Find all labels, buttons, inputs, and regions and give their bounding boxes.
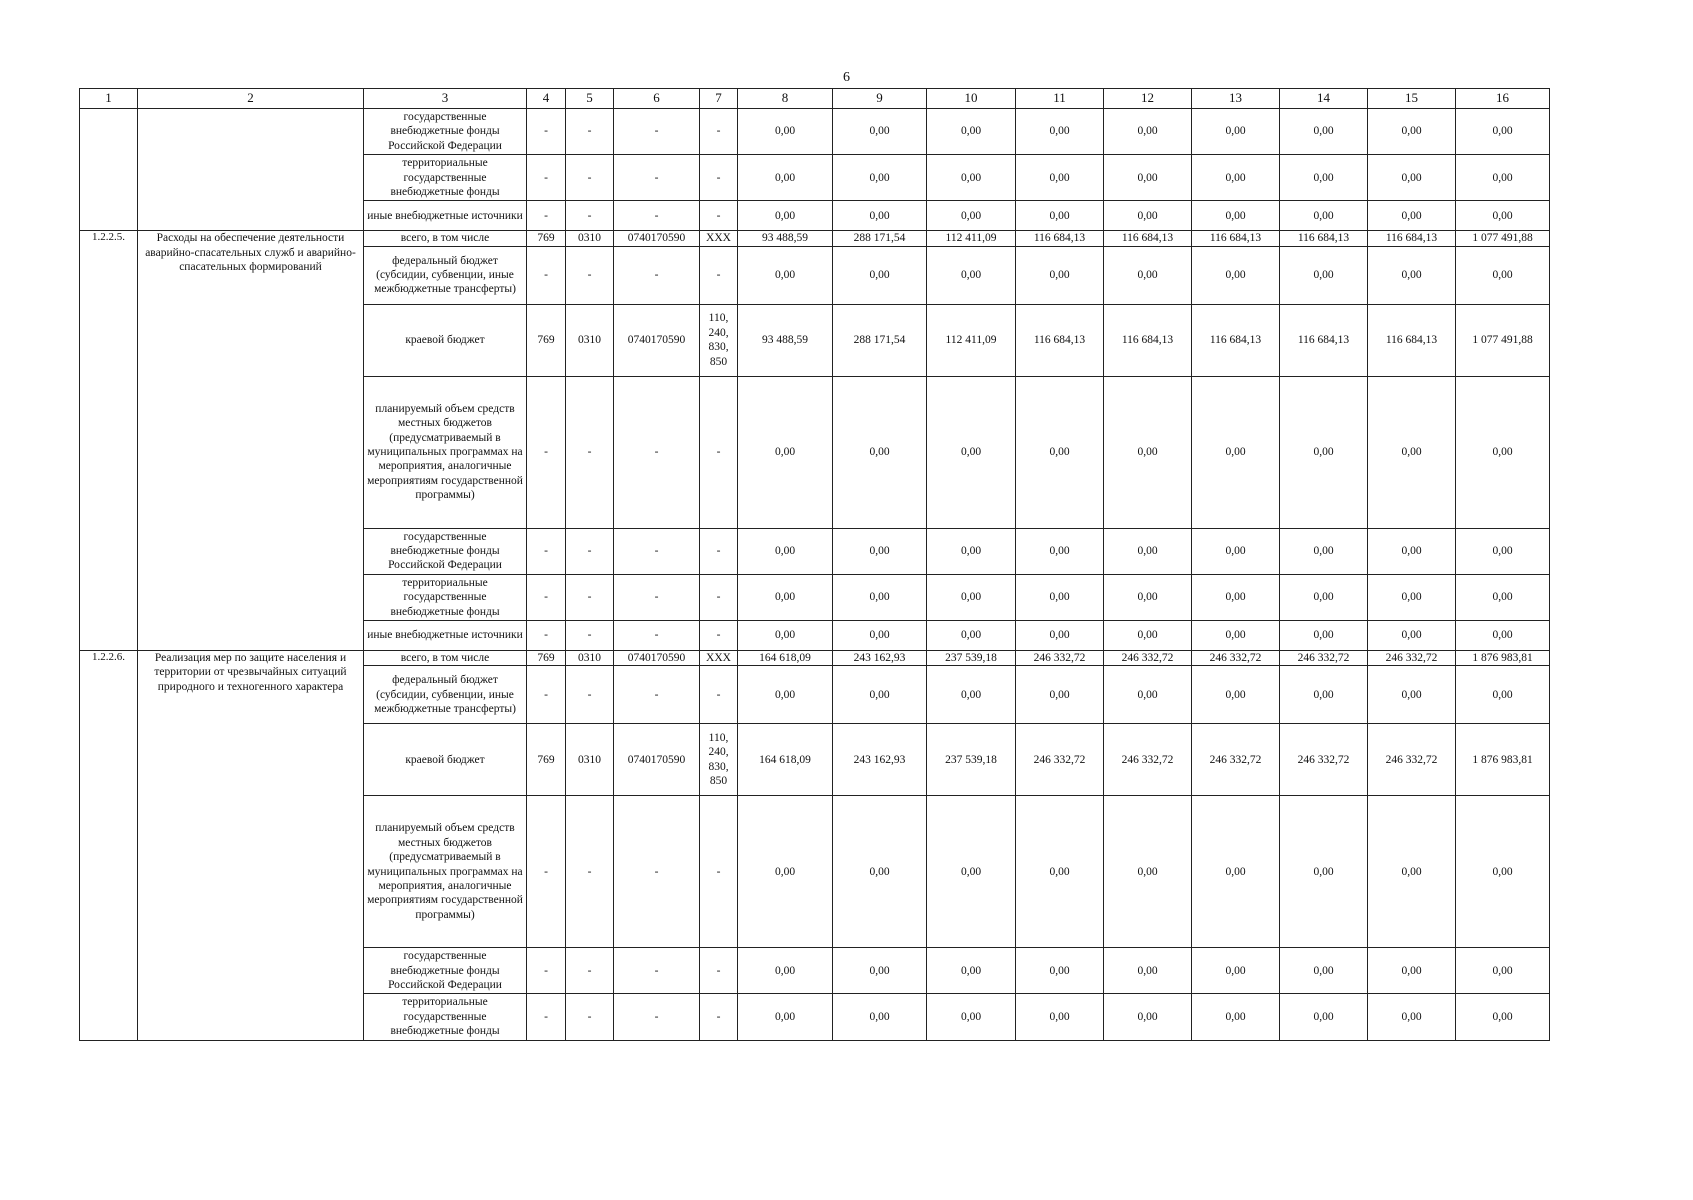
amount-cell: 0,00 <box>1368 994 1456 1040</box>
section-code-cell: - <box>566 109 614 155</box>
col-header: 13 <box>1192 89 1280 109</box>
target-code-cell: 0740170590 <box>614 724 700 796</box>
gr-code-cell: - <box>527 201 566 231</box>
expense-type-cell: - <box>700 620 738 650</box>
funding-source-cell: территориальные государственные внебюджетные фонды <box>364 574 527 620</box>
amount-cell: 0,00 <box>738 528 833 574</box>
amount-cell: 112 411,09 <box>927 304 1016 376</box>
amount-cell: 0,00 <box>1368 948 1456 994</box>
amount-cell: 0,00 <box>1192 528 1280 574</box>
amount-cell: 0,00 <box>927 994 1016 1040</box>
amount-cell: 0,00 <box>1016 994 1104 1040</box>
amount-cell: 0,00 <box>833 155 927 201</box>
amount-cell: 0,00 <box>1456 246 1550 304</box>
amount-cell: 0,00 <box>738 155 833 201</box>
funding-source-cell: краевой бюджет <box>364 304 527 376</box>
funding-source-cell: территориальные государственные внебюджетные фонды <box>364 155 527 201</box>
amount-cell: 0,00 <box>1368 666 1456 724</box>
amount-cell: 0,00 <box>927 376 1016 528</box>
target-code-cell: - <box>614 155 700 201</box>
item-code-cell: 1.2.2.5. <box>80 231 138 651</box>
amount-cell: 164 618,09 <box>738 724 833 796</box>
expense-type-cell: - <box>700 376 738 528</box>
amount-cell: 0,00 <box>1456 796 1550 948</box>
amount-cell: 93 488,59 <box>738 304 833 376</box>
col-header: 3 <box>364 89 527 109</box>
amount-cell: 0,00 <box>1016 528 1104 574</box>
amount-cell: 0,00 <box>1456 155 1550 201</box>
col-header: 6 <box>614 89 700 109</box>
amount-cell: 0,00 <box>1016 155 1104 201</box>
amount-cell: 0,00 <box>833 620 927 650</box>
amount-cell: 0,00 <box>1104 376 1192 528</box>
section-code-cell: 0310 <box>566 724 614 796</box>
amount-cell: 116 684,13 <box>1368 304 1456 376</box>
gr-code-cell: 769 <box>527 304 566 376</box>
amount-cell: 93 488,59 <box>738 231 833 246</box>
gr-code-cell: 769 <box>527 231 566 246</box>
section-code-cell: - <box>566 246 614 304</box>
gr-code-cell: - <box>527 620 566 650</box>
expense-type-cell: - <box>700 109 738 155</box>
amount-cell: 0,00 <box>738 246 833 304</box>
target-code-cell: - <box>614 620 700 650</box>
funding-source-cell: всего, в том числе <box>364 231 527 246</box>
amount-cell: 0,00 <box>833 948 927 994</box>
section-code-cell: - <box>566 994 614 1040</box>
gr-code-cell: 769 <box>527 724 566 796</box>
funding-source-cell: государственные внебюджетные фонды Российской Федерации <box>364 109 527 155</box>
gr-code-cell: - <box>527 796 566 948</box>
target-code-cell: 0740170590 <box>614 304 700 376</box>
amount-cell: 116 684,13 <box>1016 304 1104 376</box>
section-code-cell: - <box>566 948 614 994</box>
funding-source-cell: территориальные государственные внебюджетные фонды <box>364 994 527 1040</box>
amount-cell: 0,00 <box>738 666 833 724</box>
col-header: 9 <box>833 89 927 109</box>
amount-cell: 0,00 <box>1368 246 1456 304</box>
target-code-cell: - <box>614 948 700 994</box>
amount-cell: 237 539,18 <box>927 650 1016 665</box>
funding-source-cell: федеральный бюджет (субсидии, субвенции, иные межбюджетные трансферты) <box>364 246 527 304</box>
amount-cell: 0,00 <box>1280 201 1368 231</box>
expense-type-cell: 110, 240, 830, 850 <box>700 724 738 796</box>
amount-cell: 0,00 <box>1192 574 1280 620</box>
gr-code-cell: 769 <box>527 650 566 665</box>
amount-cell: 0,00 <box>738 994 833 1040</box>
target-code-cell: - <box>614 201 700 231</box>
amount-cell: 0,00 <box>1104 201 1192 231</box>
amount-cell: 0,00 <box>1456 528 1550 574</box>
amount-cell: 0,00 <box>1368 796 1456 948</box>
amount-cell: 0,00 <box>833 994 927 1040</box>
amount-cell: 0,00 <box>927 620 1016 650</box>
amount-cell: 0,00 <box>927 246 1016 304</box>
amount-cell: 0,00 <box>1368 155 1456 201</box>
amount-cell: 243 162,93 <box>833 724 927 796</box>
amount-cell: 0,00 <box>833 666 927 724</box>
amount-cell: 1 077 491,88 <box>1456 304 1550 376</box>
amount-cell: 116 684,13 <box>1104 231 1192 246</box>
amount-cell: 246 332,72 <box>1368 650 1456 665</box>
target-code-cell: - <box>614 528 700 574</box>
expense-type-cell: - <box>700 155 738 201</box>
amount-cell: 116 684,13 <box>1016 231 1104 246</box>
amount-cell: 0,00 <box>1016 948 1104 994</box>
amount-cell: 0,00 <box>1104 796 1192 948</box>
amount-cell: 116 684,13 <box>1192 304 1280 376</box>
amount-cell: 0,00 <box>738 620 833 650</box>
col-header: 4 <box>527 89 566 109</box>
expense-type-cell: - <box>700 201 738 231</box>
section-code-cell: - <box>566 201 614 231</box>
expense-type-cell: - <box>700 574 738 620</box>
target-code-cell: - <box>614 376 700 528</box>
amount-cell: 0,00 <box>1280 528 1368 574</box>
amount-cell: 0,00 <box>927 666 1016 724</box>
gr-code-cell: - <box>527 528 566 574</box>
target-code-cell: - <box>614 109 700 155</box>
amount-cell: 0,00 <box>1368 109 1456 155</box>
expense-type-cell: - <box>700 796 738 948</box>
col-header: 11 <box>1016 89 1104 109</box>
amount-cell: 116 684,13 <box>1104 304 1192 376</box>
amount-cell: 246 332,72 <box>1016 650 1104 665</box>
funding-source-cell: иные внебюджетные источники <box>364 620 527 650</box>
funding-source-cell: государственные внебюджетные фонды Российской Федерации <box>364 948 527 994</box>
amount-cell: 116 684,13 <box>1280 231 1368 246</box>
amount-cell: 0,00 <box>1016 796 1104 948</box>
amount-cell: 0,00 <box>1192 994 1280 1040</box>
amount-cell: 246 332,72 <box>1280 724 1368 796</box>
amount-cell: 0,00 <box>1016 201 1104 231</box>
item-code-cell <box>80 109 138 231</box>
expense-type-cell: - <box>700 246 738 304</box>
amount-cell: 0,00 <box>833 246 927 304</box>
gr-code-cell: - <box>527 376 566 528</box>
table-row <box>80 109 1550 155</box>
amount-cell: 0,00 <box>1456 994 1550 1040</box>
amount-cell: 0,00 <box>1368 574 1456 620</box>
amount-cell: 0,00 <box>1280 109 1368 155</box>
amount-cell: 246 332,72 <box>1368 724 1456 796</box>
gr-code-cell: - <box>527 155 566 201</box>
target-code-cell: 0740170590 <box>614 231 700 246</box>
budget-table <box>79 88 1550 1041</box>
gr-code-cell: - <box>527 666 566 724</box>
col-header: 2 <box>138 89 364 109</box>
amount-cell: 0,00 <box>1192 376 1280 528</box>
expense-type-cell: - <box>700 528 738 574</box>
amount-cell: 1 876 983,81 <box>1456 650 1550 665</box>
amount-cell: 0,00 <box>1192 155 1280 201</box>
amount-cell: 0,00 <box>927 948 1016 994</box>
amount-cell: 1 876 983,81 <box>1456 724 1550 796</box>
amount-cell: 0,00 <box>1280 948 1368 994</box>
amount-cell: 0,00 <box>1192 246 1280 304</box>
amount-cell: 0,00 <box>1104 109 1192 155</box>
amount-cell: 0,00 <box>833 528 927 574</box>
amount-cell: 0,00 <box>1104 246 1192 304</box>
amount-cell: 0,00 <box>1280 666 1368 724</box>
table-body <box>80 109 1550 1041</box>
funding-source-cell: всего, в том числе <box>364 650 527 665</box>
col-header: 10 <box>927 89 1016 109</box>
amount-cell: 288 171,54 <box>833 231 927 246</box>
amount-cell: 0,00 <box>1280 246 1368 304</box>
amount-cell: 0,00 <box>1016 574 1104 620</box>
gr-code-cell: - <box>527 109 566 155</box>
amount-cell: 116 684,13 <box>1280 304 1368 376</box>
amount-cell: 0,00 <box>1104 948 1192 994</box>
amount-cell: 116 684,13 <box>1192 231 1280 246</box>
amount-cell: 0,00 <box>1016 666 1104 724</box>
amount-cell: 0,00 <box>927 201 1016 231</box>
amount-cell: 0,00 <box>1456 201 1550 231</box>
amount-cell: 0,00 <box>1456 620 1550 650</box>
amount-cell: 246 332,72 <box>1104 724 1192 796</box>
col-header: 7 <box>700 89 738 109</box>
gr-code-cell: - <box>527 574 566 620</box>
gr-code-cell: - <box>527 246 566 304</box>
target-code-cell: - <box>614 246 700 304</box>
funding-source-cell: планируемый объем средств местных бюджетов (предусматриваемый в муниципальных программах на мероприятия, аналогичные мероприятиям государственной программы) <box>364 376 527 528</box>
section-code-cell: 0310 <box>566 304 614 376</box>
amount-cell: 0,00 <box>1456 666 1550 724</box>
amount-cell: 0,00 <box>927 796 1016 948</box>
amount-cell: 0,00 <box>738 948 833 994</box>
section-code-cell: 0310 <box>566 231 614 246</box>
gr-code-cell: - <box>527 994 566 1040</box>
amount-cell: 112 411,09 <box>927 231 1016 246</box>
amount-cell: 0,00 <box>1104 620 1192 650</box>
table-row <box>80 231 1550 246</box>
amount-cell: 0,00 <box>1192 620 1280 650</box>
item-name-cell <box>138 109 364 231</box>
amount-cell: 0,00 <box>1192 666 1280 724</box>
amount-cell: 0,00 <box>738 201 833 231</box>
amount-cell: 0,00 <box>738 574 833 620</box>
amount-cell: 0,00 <box>738 376 833 528</box>
amount-cell: 0,00 <box>1280 376 1368 528</box>
funding-source-cell: федеральный бюджет (субсидии, субвенции, иные межбюджетные трансферты) <box>364 666 527 724</box>
amount-cell: 0,00 <box>927 528 1016 574</box>
target-code-cell: - <box>614 796 700 948</box>
amount-cell: 116 684,13 <box>1368 231 1456 246</box>
amount-cell: 246 332,72 <box>1192 650 1280 665</box>
amount-cell: 0,00 <box>1280 155 1368 201</box>
amount-cell: 246 332,72 <box>1192 724 1280 796</box>
amount-cell: 0,00 <box>927 574 1016 620</box>
amount-cell: 0,00 <box>738 796 833 948</box>
gr-code-cell: - <box>527 948 566 994</box>
amount-cell: 0,00 <box>1104 666 1192 724</box>
amount-cell: 0,00 <box>1104 528 1192 574</box>
expense-type-cell: XXX <box>700 231 738 246</box>
amount-cell: 0,00 <box>833 574 927 620</box>
amount-cell: 288 171,54 <box>833 304 927 376</box>
target-code-cell: - <box>614 574 700 620</box>
amount-cell: 246 332,72 <box>1280 650 1368 665</box>
amount-cell: 0,00 <box>1368 620 1456 650</box>
amount-cell: 1 077 491,88 <box>1456 231 1550 246</box>
amount-cell: 164 618,09 <box>738 650 833 665</box>
expense-type-cell: - <box>700 948 738 994</box>
amount-cell: 0,00 <box>1456 109 1550 155</box>
column-number-row <box>80 89 1550 109</box>
expense-type-cell: 110, 240, 830, 850 <box>700 304 738 376</box>
col-header: 12 <box>1104 89 1192 109</box>
amount-cell: 0,00 <box>1104 574 1192 620</box>
amount-cell: 0,00 <box>1016 376 1104 528</box>
amount-cell: 0,00 <box>833 201 927 231</box>
amount-cell: 0,00 <box>1104 994 1192 1040</box>
amount-cell: 0,00 <box>1456 948 1550 994</box>
amount-cell: 0,00 <box>1192 948 1280 994</box>
amount-cell: 0,00 <box>1368 528 1456 574</box>
section-code-cell: - <box>566 528 614 574</box>
amount-cell: 0,00 <box>833 109 927 155</box>
col-header: 8 <box>738 89 833 109</box>
expense-type-cell: XXX <box>700 650 738 665</box>
target-code-cell: - <box>614 666 700 724</box>
amount-cell: 243 162,93 <box>833 650 927 665</box>
section-code-cell: - <box>566 376 614 528</box>
amount-cell: 0,00 <box>1192 109 1280 155</box>
item-code-cell: 1.2.2.6. <box>80 650 138 1040</box>
funding-source-cell: иные внебюджетные источники <box>364 201 527 231</box>
section-code-cell: - <box>566 666 614 724</box>
item-name-cell: Расходы на обеспечение деятельности аварийно-спасательных служб и аварийно-спасательных формирований <box>138 231 364 651</box>
funding-source-cell: государственные внебюджетные фонды Российской Федерации <box>364 528 527 574</box>
target-code-cell: 0740170590 <box>614 650 700 665</box>
amount-cell: 0,00 <box>1016 109 1104 155</box>
amount-cell: 0,00 <box>1368 376 1456 528</box>
page-number: 6 <box>843 70 850 85</box>
funding-source-cell: краевой бюджет <box>364 724 527 796</box>
amount-cell: 0,00 <box>1280 620 1368 650</box>
col-header: 14 <box>1280 89 1368 109</box>
expense-type-cell: - <box>700 994 738 1040</box>
amount-cell: 0,00 <box>833 796 927 948</box>
amount-cell: 0,00 <box>1192 201 1280 231</box>
table-row <box>80 650 1550 665</box>
item-name-cell: Реализация мер по защите населения и территории от чрезвычайных ситуаций природного и техногенного характера <box>138 650 364 1040</box>
amount-cell: 0,00 <box>1280 796 1368 948</box>
col-header: 15 <box>1368 89 1456 109</box>
amount-cell: 0,00 <box>1192 796 1280 948</box>
amount-cell: 0,00 <box>738 109 833 155</box>
amount-cell: 0,00 <box>1368 201 1456 231</box>
amount-cell: 0,00 <box>1016 246 1104 304</box>
amount-cell: 0,00 <box>833 376 927 528</box>
col-header: 5 <box>566 89 614 109</box>
expense-type-cell: - <box>700 666 738 724</box>
amount-cell: 0,00 <box>927 109 1016 155</box>
section-code-cell: - <box>566 155 614 201</box>
amount-cell: 246 332,72 <box>1104 650 1192 665</box>
funding-source-cell: планируемый объем средств местных бюджетов (предусматриваемый в муниципальных программах на мероприятия, аналогичные мероприятиям государственной программы) <box>364 796 527 948</box>
amount-cell: 0,00 <box>1456 376 1550 528</box>
section-code-cell: 0310 <box>566 650 614 665</box>
amount-cell: 246 332,72 <box>1016 724 1104 796</box>
col-header: 16 <box>1456 89 1550 109</box>
section-code-cell: - <box>566 620 614 650</box>
section-code-cell: - <box>566 574 614 620</box>
target-code-cell: - <box>614 994 700 1040</box>
amount-cell: 0,00 <box>1280 574 1368 620</box>
amount-cell: 0,00 <box>1104 155 1192 201</box>
amount-cell: 237 539,18 <box>927 724 1016 796</box>
amount-cell: 0,00 <box>1456 574 1550 620</box>
section-code-cell: - <box>566 796 614 948</box>
amount-cell: 0,00 <box>927 155 1016 201</box>
amount-cell: 0,00 <box>1016 620 1104 650</box>
amount-cell: 0,00 <box>1280 994 1368 1040</box>
col-header: 1 <box>80 89 138 109</box>
